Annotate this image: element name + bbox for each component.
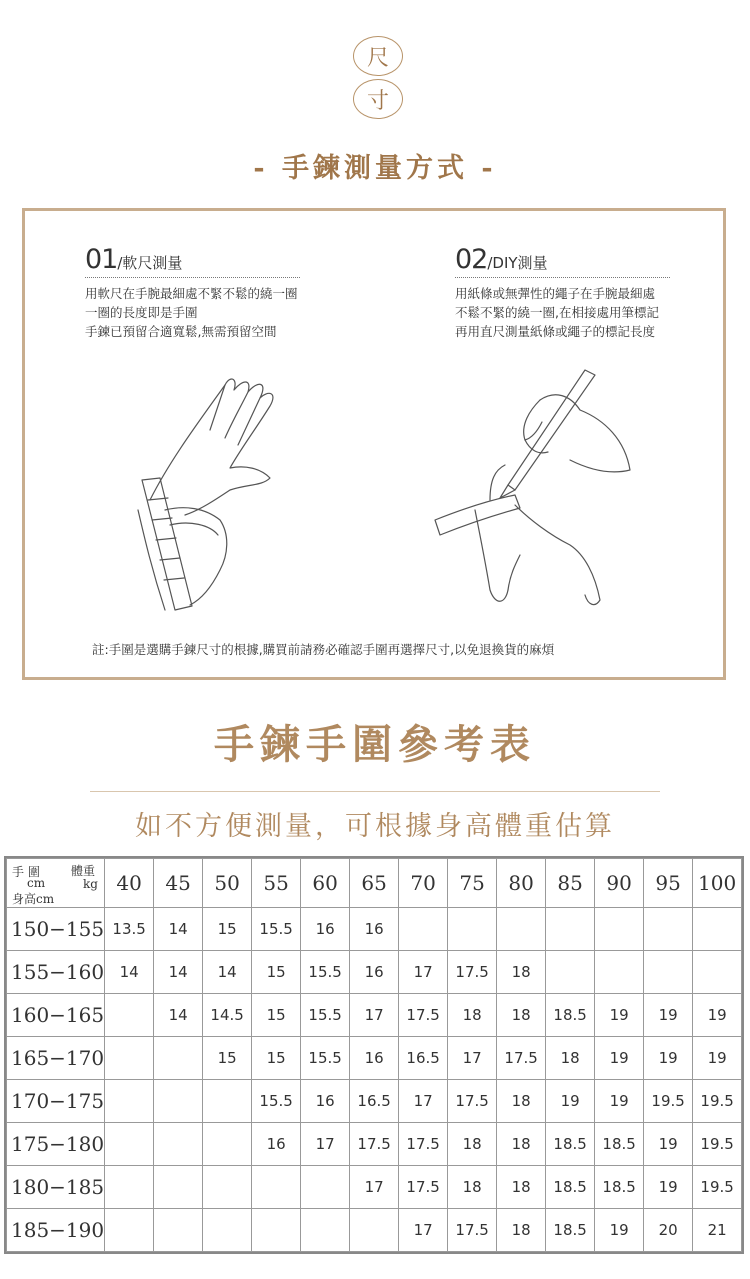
wrist-size-cell [546, 908, 595, 951]
measure-note: 註:手圍是選購手鍊尺寸的根據,購買前請務必確認手圍再選擇尺寸,以免退換貨的麻煩 [92, 642, 555, 657]
wrist-size-cell: 18.5 [546, 1123, 595, 1166]
method1-number: 01 [85, 244, 118, 275]
method-diy [455, 244, 670, 341]
wrist-size-cell [595, 951, 644, 994]
wrist-size-cell: 21 [693, 1209, 742, 1252]
badge-top [353, 36, 403, 76]
wrist-size-cell: 18 [497, 1080, 546, 1123]
wrist-size-cell [154, 1209, 203, 1252]
wrist-size-cell: 16 [252, 1123, 301, 1166]
wrist-size-cell: 14.5 [203, 994, 252, 1037]
wrist-size-cell: 18 [448, 1166, 497, 1209]
weight-header-cell: 80 [497, 859, 546, 908]
weight-header-cell: 75 [448, 859, 497, 908]
weight-header-cell: 40 [105, 859, 154, 908]
wrist-size-cell [301, 1166, 350, 1209]
wrist-size-cell: 14 [154, 994, 203, 1037]
height-range-cell: 150−155 [7, 908, 105, 951]
wrist-size-cell [203, 1080, 252, 1123]
table-row [7, 1209, 742, 1252]
wrist-size-cell: 17.5 [448, 1080, 497, 1123]
wrist-size-cell: 16.5 [399, 1037, 448, 1080]
wrist-size-cell: 17 [350, 1166, 399, 1209]
wrist-size-cell: 16.5 [350, 1080, 399, 1123]
method1-divider [85, 277, 300, 278]
table-row [7, 1080, 742, 1123]
wrist-size-cell: 14 [105, 951, 154, 994]
method-soft-ruler [85, 244, 300, 341]
wrist-size-cell: 16 [301, 908, 350, 951]
wrist-size-cell: 15 [252, 1037, 301, 1080]
measure-title: - 手鍊測量方式 - [253, 153, 497, 184]
wrist-size-cell [105, 1123, 154, 1166]
weight-header-cell: 95 [644, 859, 693, 908]
wrist-size-cell: 19 [693, 1037, 742, 1080]
wrist-size-cell [154, 1166, 203, 1209]
height-range-cell: 180−185 [7, 1166, 105, 1209]
wrist-size-cell [350, 1209, 399, 1252]
wrist-size-cell: 19.5 [644, 1080, 693, 1123]
corner-wrist-label: 手 圍 [12, 865, 40, 879]
hand-paper-strip-illustration [420, 360, 635, 615]
wrist-size-cell: 17.5 [448, 951, 497, 994]
table-row [7, 1037, 742, 1080]
corner-height-label: 身高cm [12, 892, 55, 906]
corner-wrist-unit: cm [27, 876, 46, 890]
wrist-size-cell: 17.5 [399, 1166, 448, 1209]
method1-line: 手鍊已預留合適寬鬆,無需預留空間 [85, 324, 277, 339]
weight-header-cell: 50 [203, 859, 252, 908]
height-range-cell: 160−165 [7, 994, 105, 1037]
wrist-size-cell [105, 1209, 154, 1252]
height-range-cell: 185−190 [7, 1209, 105, 1252]
wrist-size-cell [154, 1037, 203, 1080]
wrist-size-cell: 18 [497, 1123, 546, 1166]
wrist-size-cell [693, 951, 742, 994]
method1-line: 一圈的長度即是手圍 [85, 305, 198, 320]
weight-header-cell: 55 [252, 859, 301, 908]
wrist-size-cell: 18 [448, 1123, 497, 1166]
wrist-size-cell [644, 951, 693, 994]
wrist-size-cell: 15.5 [301, 951, 350, 994]
wrist-size-cell: 17 [448, 1037, 497, 1080]
wrist-size-cell: 19 [595, 1037, 644, 1080]
wrist-size-cell: 14 [154, 908, 203, 951]
wrist-size-cell [154, 1080, 203, 1123]
method2-line: 不鬆不緊的繞一圈,在相接處用筆標記 [455, 305, 659, 320]
wrist-size-cell: 14 [203, 951, 252, 994]
wrist-size-cell: 17 [399, 1080, 448, 1123]
wrist-size-cell: 17.5 [448, 1209, 497, 1252]
wrist-size-cell [203, 1123, 252, 1166]
table-row [7, 951, 742, 994]
height-range-cell: 175−180 [7, 1123, 105, 1166]
wrist-size-cell: 15 [203, 1037, 252, 1080]
wrist-size-cell: 19 [693, 994, 742, 1037]
size-chart-subtitle: 如不方便測量，可根據身高體重估算 [135, 811, 615, 842]
wrist-size-cell: 18 [497, 951, 546, 994]
wrist-size-cell [595, 908, 644, 951]
corner-weight-label: 體重 [71, 864, 96, 878]
wrist-size-cell [203, 1209, 252, 1252]
method2-label: /DIY測量 [487, 254, 548, 272]
wrist-size-cell [301, 1209, 350, 1252]
wrist-size-cell: 19 [595, 1209, 644, 1252]
wrist-size-cell [693, 908, 742, 951]
wrist-size-cell: 17 [399, 1209, 448, 1252]
wrist-size-cell [448, 908, 497, 951]
weight-header-cell: 90 [595, 859, 644, 908]
height-range-cell: 165−170 [7, 1037, 105, 1080]
wrist-size-cell: 19 [546, 1080, 595, 1123]
wrist-size-cell: 18 [497, 994, 546, 1037]
wrist-size-cell [252, 1166, 301, 1209]
wrist-size-cell [105, 1080, 154, 1123]
badge-bottom [353, 79, 403, 119]
wrist-size-cell: 16 [350, 1037, 399, 1080]
method2-number: 02 [455, 244, 488, 275]
wrist-size-cell: 18 [497, 1209, 546, 1252]
method1-label: /軟尺測量 [117, 254, 183, 272]
wrist-size-cell: 16 [350, 908, 399, 951]
weight-header-cell: 85 [546, 859, 595, 908]
wrist-size-cell: 19 [595, 994, 644, 1037]
wrist-size-cell: 18.5 [546, 994, 595, 1037]
method1-description [85, 284, 300, 341]
wrist-size-cell: 20 [644, 1209, 693, 1252]
weight-header-cell: 60 [301, 859, 350, 908]
wrist-size-cell: 17.5 [497, 1037, 546, 1080]
size-reference-table [6, 858, 742, 1252]
wrist-size-cell: 18 [497, 1166, 546, 1209]
table-corner-cell [7, 859, 105, 908]
wrist-size-cell: 17 [350, 994, 399, 1037]
wrist-size-cell [154, 1123, 203, 1166]
table-row [7, 1166, 742, 1209]
wrist-size-cell: 17 [301, 1123, 350, 1166]
wrist-size-cell: 19 [644, 1123, 693, 1166]
weight-header-cell: 70 [399, 859, 448, 908]
method2-description [455, 284, 670, 341]
wrist-size-cell: 18.5 [595, 1123, 644, 1166]
size-chart-title: 手鍊手圍參考表 [214, 721, 536, 768]
badge-top-char: 尺 [366, 45, 389, 71]
wrist-size-cell: 15.5 [252, 908, 301, 951]
badge-bottom-char: 寸 [366, 88, 389, 114]
table-row [7, 908, 742, 951]
wrist-size-cell: 17.5 [399, 994, 448, 1037]
wrist-size-cell: 19 [644, 1166, 693, 1209]
method1-line: 用軟尺在手腕最細處不緊不鬆的繞一圈 [85, 286, 298, 301]
wrist-size-cell: 15 [252, 951, 301, 994]
wrist-size-cell: 15 [203, 908, 252, 951]
wrist-size-cell: 14 [154, 951, 203, 994]
wrist-size-cell: 18.5 [546, 1209, 595, 1252]
wrist-size-cell: 17.5 [350, 1123, 399, 1166]
table-header-row [7, 859, 742, 908]
title-divider [90, 791, 660, 792]
wrist-size-cell: 17.5 [399, 1123, 448, 1166]
wrist-size-cell: 15.5 [301, 1037, 350, 1080]
wrist-size-cell [203, 1166, 252, 1209]
wrist-size-cell: 15.5 [252, 1080, 301, 1123]
height-range-cell: 155−160 [7, 951, 105, 994]
wrist-size-cell: 18.5 [546, 1166, 595, 1209]
wrist-size-cell: 19.5 [693, 1080, 742, 1123]
wrist-size-cell: 15.5 [301, 994, 350, 1037]
corner-weight-unit: kg [83, 877, 98, 891]
method2-divider [455, 277, 670, 278]
wrist-size-cell [252, 1209, 301, 1252]
wrist-size-cell: 16 [350, 951, 399, 994]
table-row [7, 1123, 742, 1166]
wrist-size-cell: 13.5 [105, 908, 154, 951]
wrist-size-cell: 19.5 [693, 1123, 742, 1166]
wrist-size-cell: 19 [644, 1037, 693, 1080]
wrist-size-cell: 19 [644, 994, 693, 1037]
wrist-size-cell: 19.5 [693, 1166, 742, 1209]
wrist-size-cell: 18 [448, 994, 497, 1037]
hand-tape-measure-illustration [130, 360, 310, 620]
wrist-size-cell [399, 908, 448, 951]
method2-line: 再用直尺測量紙條或繩子的標記長度 [455, 324, 656, 339]
wrist-size-cell [644, 908, 693, 951]
wrist-size-cell: 18.5 [595, 1166, 644, 1209]
wrist-size-cell [546, 951, 595, 994]
wrist-size-cell [497, 908, 546, 951]
weight-header-cell: 100 [693, 859, 742, 908]
wrist-size-cell: 16 [301, 1080, 350, 1123]
wrist-size-cell [105, 1037, 154, 1080]
wrist-size-cell: 15 [252, 994, 301, 1037]
wrist-size-cell: 18 [546, 1037, 595, 1080]
weight-header-cell: 65 [350, 859, 399, 908]
weight-header-cell: 45 [154, 859, 203, 908]
wrist-size-cell: 17 [399, 951, 448, 994]
wrist-size-cell [105, 1166, 154, 1209]
wrist-size-cell: 19 [595, 1080, 644, 1123]
method2-line: 用紙條或無彈性的繩子在手腕最細處 [455, 286, 656, 301]
height-range-cell: 170−175 [7, 1080, 105, 1123]
table-row [7, 994, 742, 1037]
wrist-size-cell [105, 994, 154, 1037]
